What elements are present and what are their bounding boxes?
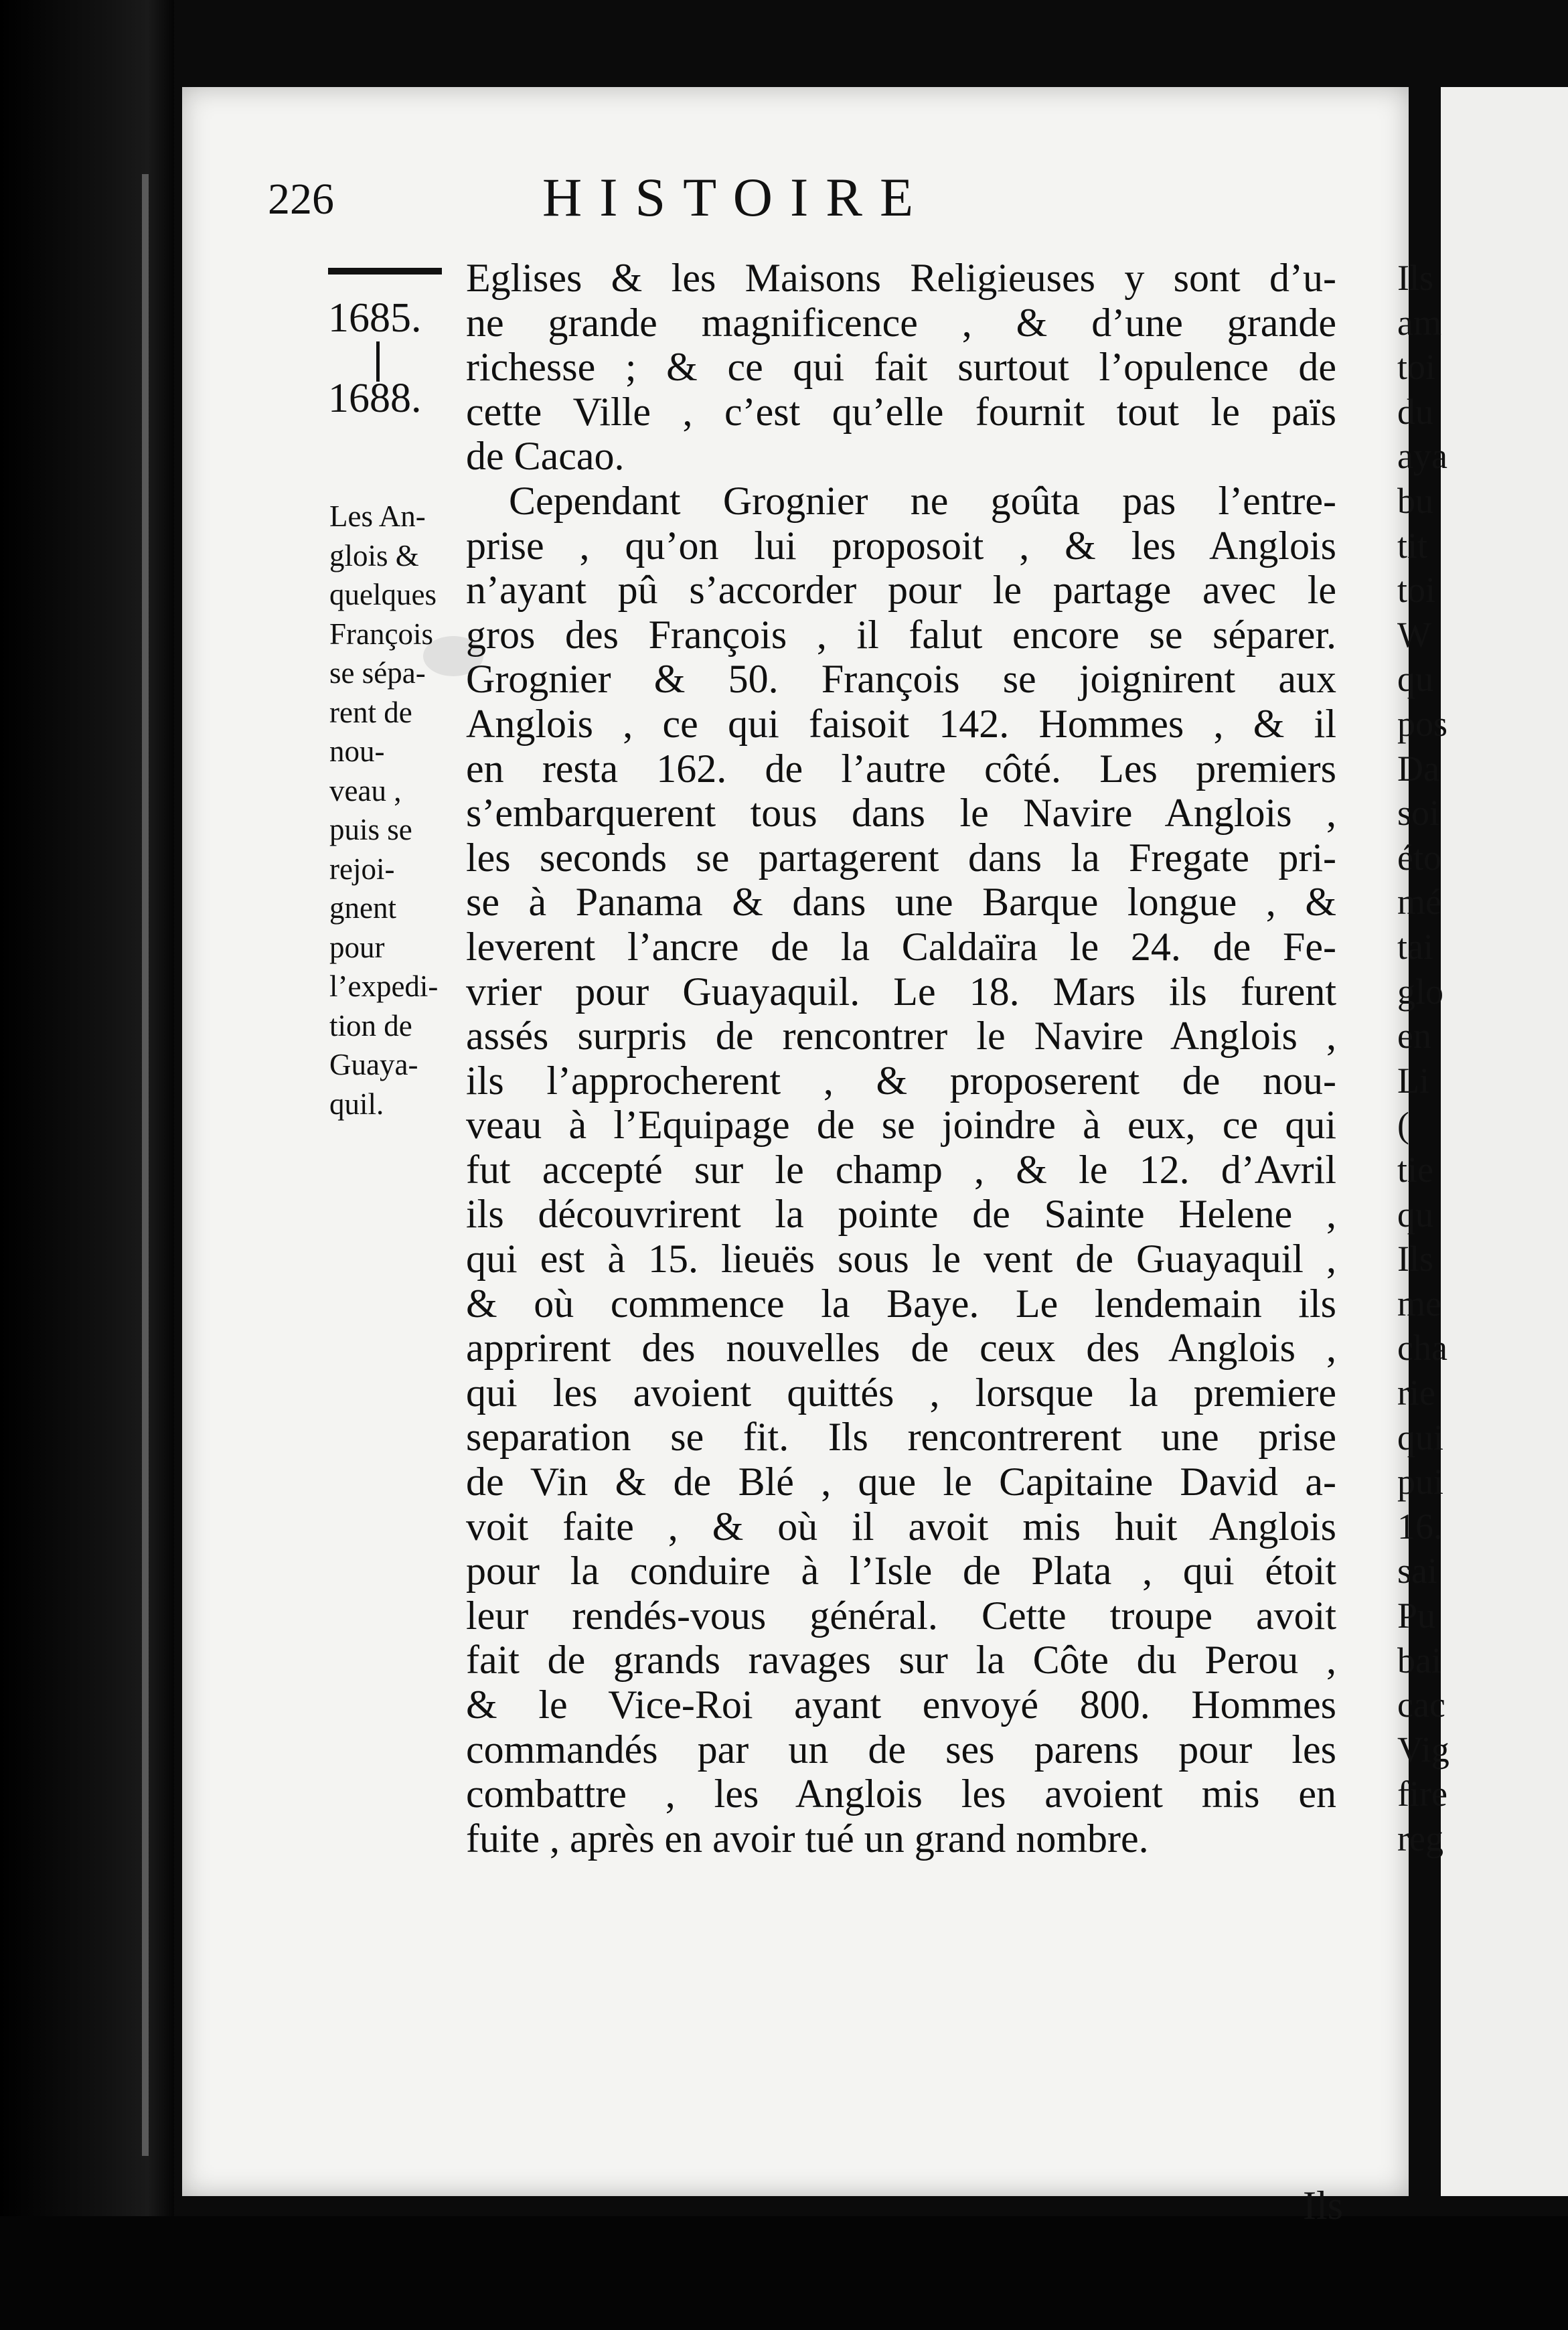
catchword: Ils bbox=[1303, 2183, 1343, 2228]
text-line: s’embarquerent tous dans le Navire Anglois , bbox=[466, 791, 1336, 836]
text-line: fut accepté sur le champ , & le 12. d’Avril bbox=[466, 1147, 1336, 1192]
page-edge-line bbox=[142, 174, 149, 2156]
facing-page-fragment: Pu bbox=[1397, 1596, 1436, 1636]
facing-page-fragment: tai bbox=[1397, 927, 1433, 967]
facing-page-fragment: W bbox=[1397, 614, 1431, 655]
text-line: apprirent des nouvelles de ceux des Anglois , bbox=[466, 1326, 1336, 1371]
facing-page-fragment: qu bbox=[1397, 659, 1433, 700]
page-number: 226 bbox=[268, 175, 334, 224]
text-line: Anglois , ce qui faisoit 142. Hommes , & il bbox=[466, 701, 1336, 746]
facing-page-fragment: toi bbox=[1397, 347, 1436, 388]
facing-page-fragment: cac bbox=[1397, 1685, 1445, 1725]
text-line: se à Panama & dans une Barque longue , & bbox=[466, 880, 1336, 925]
facing-page-fragment: qui bbox=[1397, 1417, 1444, 1458]
text-line: voit faite , & où il avoit mis huit Anglois bbox=[466, 1504, 1336, 1549]
text-line: fuite , après en avoir tué un grand nombre. bbox=[466, 1816, 1149, 1861]
facing-page-fragment: am bbox=[1397, 302, 1441, 343]
margin-rule bbox=[328, 268, 442, 275]
facing-page-fragment: 16. bbox=[1397, 1506, 1443, 1547]
facing-page-fragment: cha bbox=[1397, 1328, 1447, 1369]
text-line: cette Ville , c’est qu’elle fournit tout le païs bbox=[466, 389, 1336, 434]
text-line: Eglises & les Maisons Religieuses y sont d’u- bbox=[466, 256, 1336, 300]
facing-page-fragment: Da bbox=[1397, 748, 1439, 789]
facing-page-fragment: fire bbox=[1397, 1774, 1447, 1814]
facing-page-fragment: du bbox=[1397, 391, 1433, 432]
date-end: 1688. bbox=[328, 376, 422, 421]
text-line: fait de grands ravages sur la Côte du Perou , bbox=[466, 1638, 1336, 1683]
marginal-note-line: quelques bbox=[329, 578, 437, 611]
text-line: combattre , les Anglois les avoient mis en bbox=[466, 1772, 1336, 1816]
marginal-note-line: rent de bbox=[329, 695, 412, 729]
facing-page-fragment: tit bbox=[1397, 525, 1428, 566]
facing-page-fragment: me bbox=[1397, 1283, 1441, 1324]
running-title: HISTOIRE bbox=[542, 167, 931, 228]
facing-page-fragment: en bbox=[1397, 1016, 1431, 1057]
facing-page-fragment: pui bbox=[1397, 1462, 1444, 1502]
text-line: veau à l’Equipage de se joindre à eux, ce qui bbox=[466, 1103, 1336, 1148]
text-line: & où commence la Baye. Le lendemain ils bbox=[466, 1281, 1336, 1326]
text-line: de Vin & de Blé , que le Capitaine David a- bbox=[466, 1460, 1336, 1504]
marginal-note-line: glois & bbox=[329, 538, 419, 572]
marginal-note-line: gnent bbox=[329, 891, 396, 925]
text-line: qui est à 15. lieuës sous le vent de Guayaquil , bbox=[466, 1237, 1336, 1282]
marginal-note-line: veau , bbox=[329, 773, 402, 807]
text-line: gros des François , il falut encore se séparer. bbox=[466, 612, 1336, 657]
text-line: n’ayant pû s’accorder pour le partage avec le bbox=[466, 568, 1336, 613]
facing-page-fragment: éto bbox=[1397, 837, 1441, 878]
text-line: Cependant Grognier ne goûta pas l’entre- bbox=[509, 478, 1336, 523]
marginal-note-line: l’expedi- bbox=[329, 969, 439, 1003]
text-line: de Cacao. bbox=[466, 434, 625, 479]
text-line: pour la conduire à l’Isle de Plata , qui étoit bbox=[466, 1549, 1336, 1594]
facing-page-fragment: glo bbox=[1397, 971, 1444, 1012]
text-line: qui les avoient quittés , lorsque la premiere bbox=[466, 1370, 1336, 1415]
facing-page-fragment: Ils bbox=[1397, 1239, 1433, 1279]
facing-page-fragment: rie bbox=[1397, 1373, 1435, 1413]
marginal-note-line: Guaya- bbox=[329, 1048, 418, 1081]
facing-page-fragment: Vig bbox=[1397, 1729, 1449, 1770]
facing-page-fragment: soi bbox=[1397, 793, 1440, 834]
facing-page-fragment: Ils bbox=[1397, 258, 1433, 298]
marginal-note-line: tion de bbox=[329, 1008, 412, 1042]
marginal-note-line: nou- bbox=[329, 734, 385, 768]
facing-page-fragment: mé bbox=[1397, 882, 1441, 923]
marginal-note-line: Les An- bbox=[329, 499, 426, 533]
body-text bbox=[466, 256, 1336, 1861]
text-line: richesse ; & ce qui fait surtout l’opulence de bbox=[466, 345, 1336, 390]
text-line: commandés par un de ses parens pour les bbox=[466, 1727, 1336, 1772]
text-line: leur rendés-vous général. Cette troupe avoit bbox=[466, 1593, 1336, 1638]
facing-page-fragment: reg bbox=[1397, 1818, 1443, 1859]
date-start: 1685. bbox=[328, 295, 422, 341]
marginal-note-line: puis se bbox=[329, 813, 412, 846]
facing-page-fragment: qu bbox=[1397, 1194, 1433, 1235]
facing-page-edge bbox=[1397, 87, 1568, 2196]
running-head bbox=[268, 166, 1339, 240]
marginal-note-line: se sépa- bbox=[329, 656, 426, 690]
text-line: leverent l’ancre de la Caldaïra le 24. de Fe- bbox=[466, 924, 1336, 969]
facing-page-fragment: bu bbox=[1397, 481, 1433, 521]
facing-page-fragment: ( bbox=[1397, 1105, 1409, 1146]
facing-page-fragment: aya bbox=[1397, 436, 1447, 477]
scan-bottom-border bbox=[0, 2216, 1568, 2330]
facing-page-fragment: sai bbox=[1397, 1551, 1437, 1591]
marginal-note-line: rejoi- bbox=[329, 852, 395, 886]
text-line: ils découvrirent la pointe de Sainte Helene , bbox=[466, 1192, 1336, 1237]
marginal-note-line: pour bbox=[329, 930, 385, 964]
facing-page-fragment: toi bbox=[1397, 570, 1436, 611]
text-line: assés surpris de rencontrer le Navire Anglois , bbox=[466, 1014, 1336, 1059]
text-line: ne grande magnificence , & d’une grande bbox=[466, 300, 1336, 345]
marginal-note bbox=[329, 497, 473, 1123]
text-line: ils l’approcherent , & proposerent de nou- bbox=[466, 1058, 1336, 1103]
facing-page-fragment: bai bbox=[1397, 1640, 1441, 1681]
marginal-note-line: quil. bbox=[329, 1087, 384, 1121]
text-line: en resta 162. de l’autre côté. Les premiers bbox=[466, 746, 1336, 791]
text-line: les seconds se partagerent dans la Fregate pri- bbox=[466, 835, 1336, 880]
marginal-note-line: François bbox=[329, 617, 433, 651]
text-line: separation se fit. Ils rencontrerent une prise bbox=[466, 1415, 1336, 1460]
facing-page-fragment: tie bbox=[1397, 1150, 1433, 1190]
text-line: & le Vice-Roi ayant envoyé 800. Hommes bbox=[466, 1683, 1336, 1727]
facing-page-fragment: Li bbox=[1397, 1060, 1429, 1101]
text-line: Grognier & 50. François se joignirent aux bbox=[466, 657, 1336, 702]
text-line: vrier pour Guayaquil. Le 18. Mars ils furent bbox=[466, 969, 1336, 1014]
facing-page-fragment: pos bbox=[1397, 704, 1448, 744]
text-line: prise , qu’on lui proposoit , & les Anglois bbox=[466, 523, 1336, 568]
